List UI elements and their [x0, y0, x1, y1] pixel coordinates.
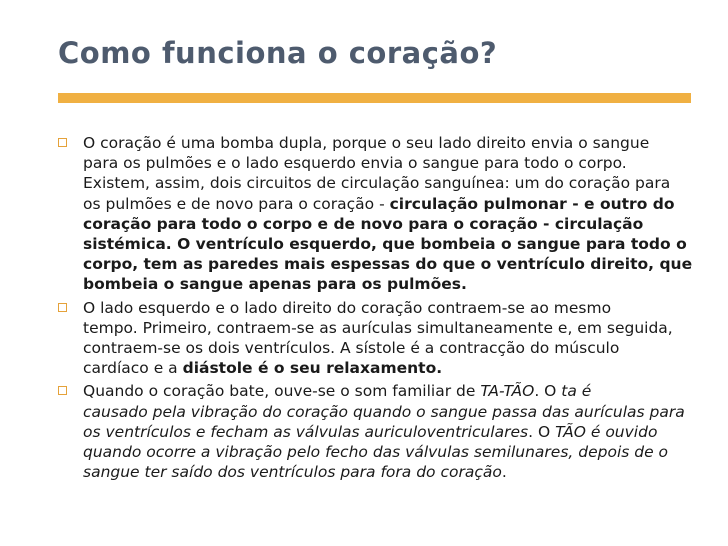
bullet-item: [58, 133, 706, 295]
plain-text: Existem, assim, dois circuitos de circulação sanguínea: um do coração para: [83, 174, 671, 193]
square-bullet-icon: [58, 303, 67, 312]
bold-text: sistémica. O ventrículo esquerdo, que bombeia o sangue para todo o: [83, 235, 687, 254]
text-line: [83, 173, 706, 193]
text-line: [83, 358, 706, 378]
italic-text: quando ocorre a vibração pelo fecho das válvulas semilunares, depois de o: [83, 443, 669, 462]
square-bullet-icon: [58, 386, 67, 395]
plain-text: . O: [528, 422, 556, 441]
bold-text: corpo, tem as paredes mais espessas do que o ventrículo direito, que: [83, 255, 693, 274]
plain-text: para os pulmões e o lado esquerdo envia o sangue para todo o corpo.: [83, 154, 627, 173]
title-divider-bar: [58, 93, 691, 103]
italic-text: os ventrículos e fecham as válvulas auriculoventriculares: [83, 422, 529, 441]
plain-text: O lado esquerdo e o lado direito do coração contraem-se ao mesmo: [83, 298, 612, 317]
slide-title: Como funciona o coração?: [58, 36, 498, 70]
text-line: [83, 442, 706, 462]
bullet-text: [83, 133, 706, 295]
text-line: [83, 338, 706, 358]
plain-text: contraem-se os dois ventrículos. A sístole é a contracção do músculo: [83, 339, 620, 358]
text-line: [83, 318, 706, 338]
text-line: [83, 381, 706, 401]
italic-text: ta é: [561, 382, 592, 401]
plain-text: cardíaco e a: [83, 359, 183, 378]
plain-text: os pulmões e de novo para o coração -: [83, 194, 390, 213]
plain-text: tempo. Primeiro, contraem-se as aurículas simultaneamente e, em seguida,: [83, 318, 673, 337]
text-line: [83, 402, 706, 422]
square-bullet-icon: [58, 138, 67, 147]
italic-text: TA-TÃO: [480, 382, 535, 401]
text-line: [83, 254, 706, 274]
text-line: [83, 274, 706, 294]
text-line: [83, 153, 706, 173]
text-line: [83, 298, 706, 318]
text-line: [83, 422, 706, 442]
italic-text: TÃO é ouvido: [555, 422, 658, 441]
plain-text: . O: [534, 382, 562, 401]
plain-text: Quando o coração bate, ouve-se o som familiar de: [83, 382, 481, 401]
bullet-item: [58, 298, 706, 379]
bullet-text: [83, 298, 706, 379]
plain-text: .: [501, 463, 507, 482]
bullet-item: [58, 381, 706, 482]
bold-text: circulação pulmonar - e outro do: [389, 194, 675, 213]
text-line: [83, 194, 706, 214]
bold-text: coração para todo o corpo e de novo para o coração - circulação: [83, 214, 644, 233]
bold-text: diástole é o seu relaxamento.: [182, 359, 443, 378]
bullet-text: [83, 381, 706, 482]
text-line: [83, 234, 706, 254]
bold-text: bombeia o sangue apenas para os pulmões.: [83, 275, 467, 294]
text-line: [83, 133, 706, 153]
bullet-list: [58, 133, 706, 485]
text-line: [83, 214, 706, 234]
plain-text: O coração é uma bomba dupla, porque o seu lado direito envia o sangue: [83, 134, 650, 152]
text-line: [83, 462, 706, 482]
italic-text: sangue ter saído dos ventrículos para fora do coração: [83, 463, 502, 482]
italic-text: causado pela vibração do coração quando o sangue passa das aurículas para: [83, 402, 685, 421]
